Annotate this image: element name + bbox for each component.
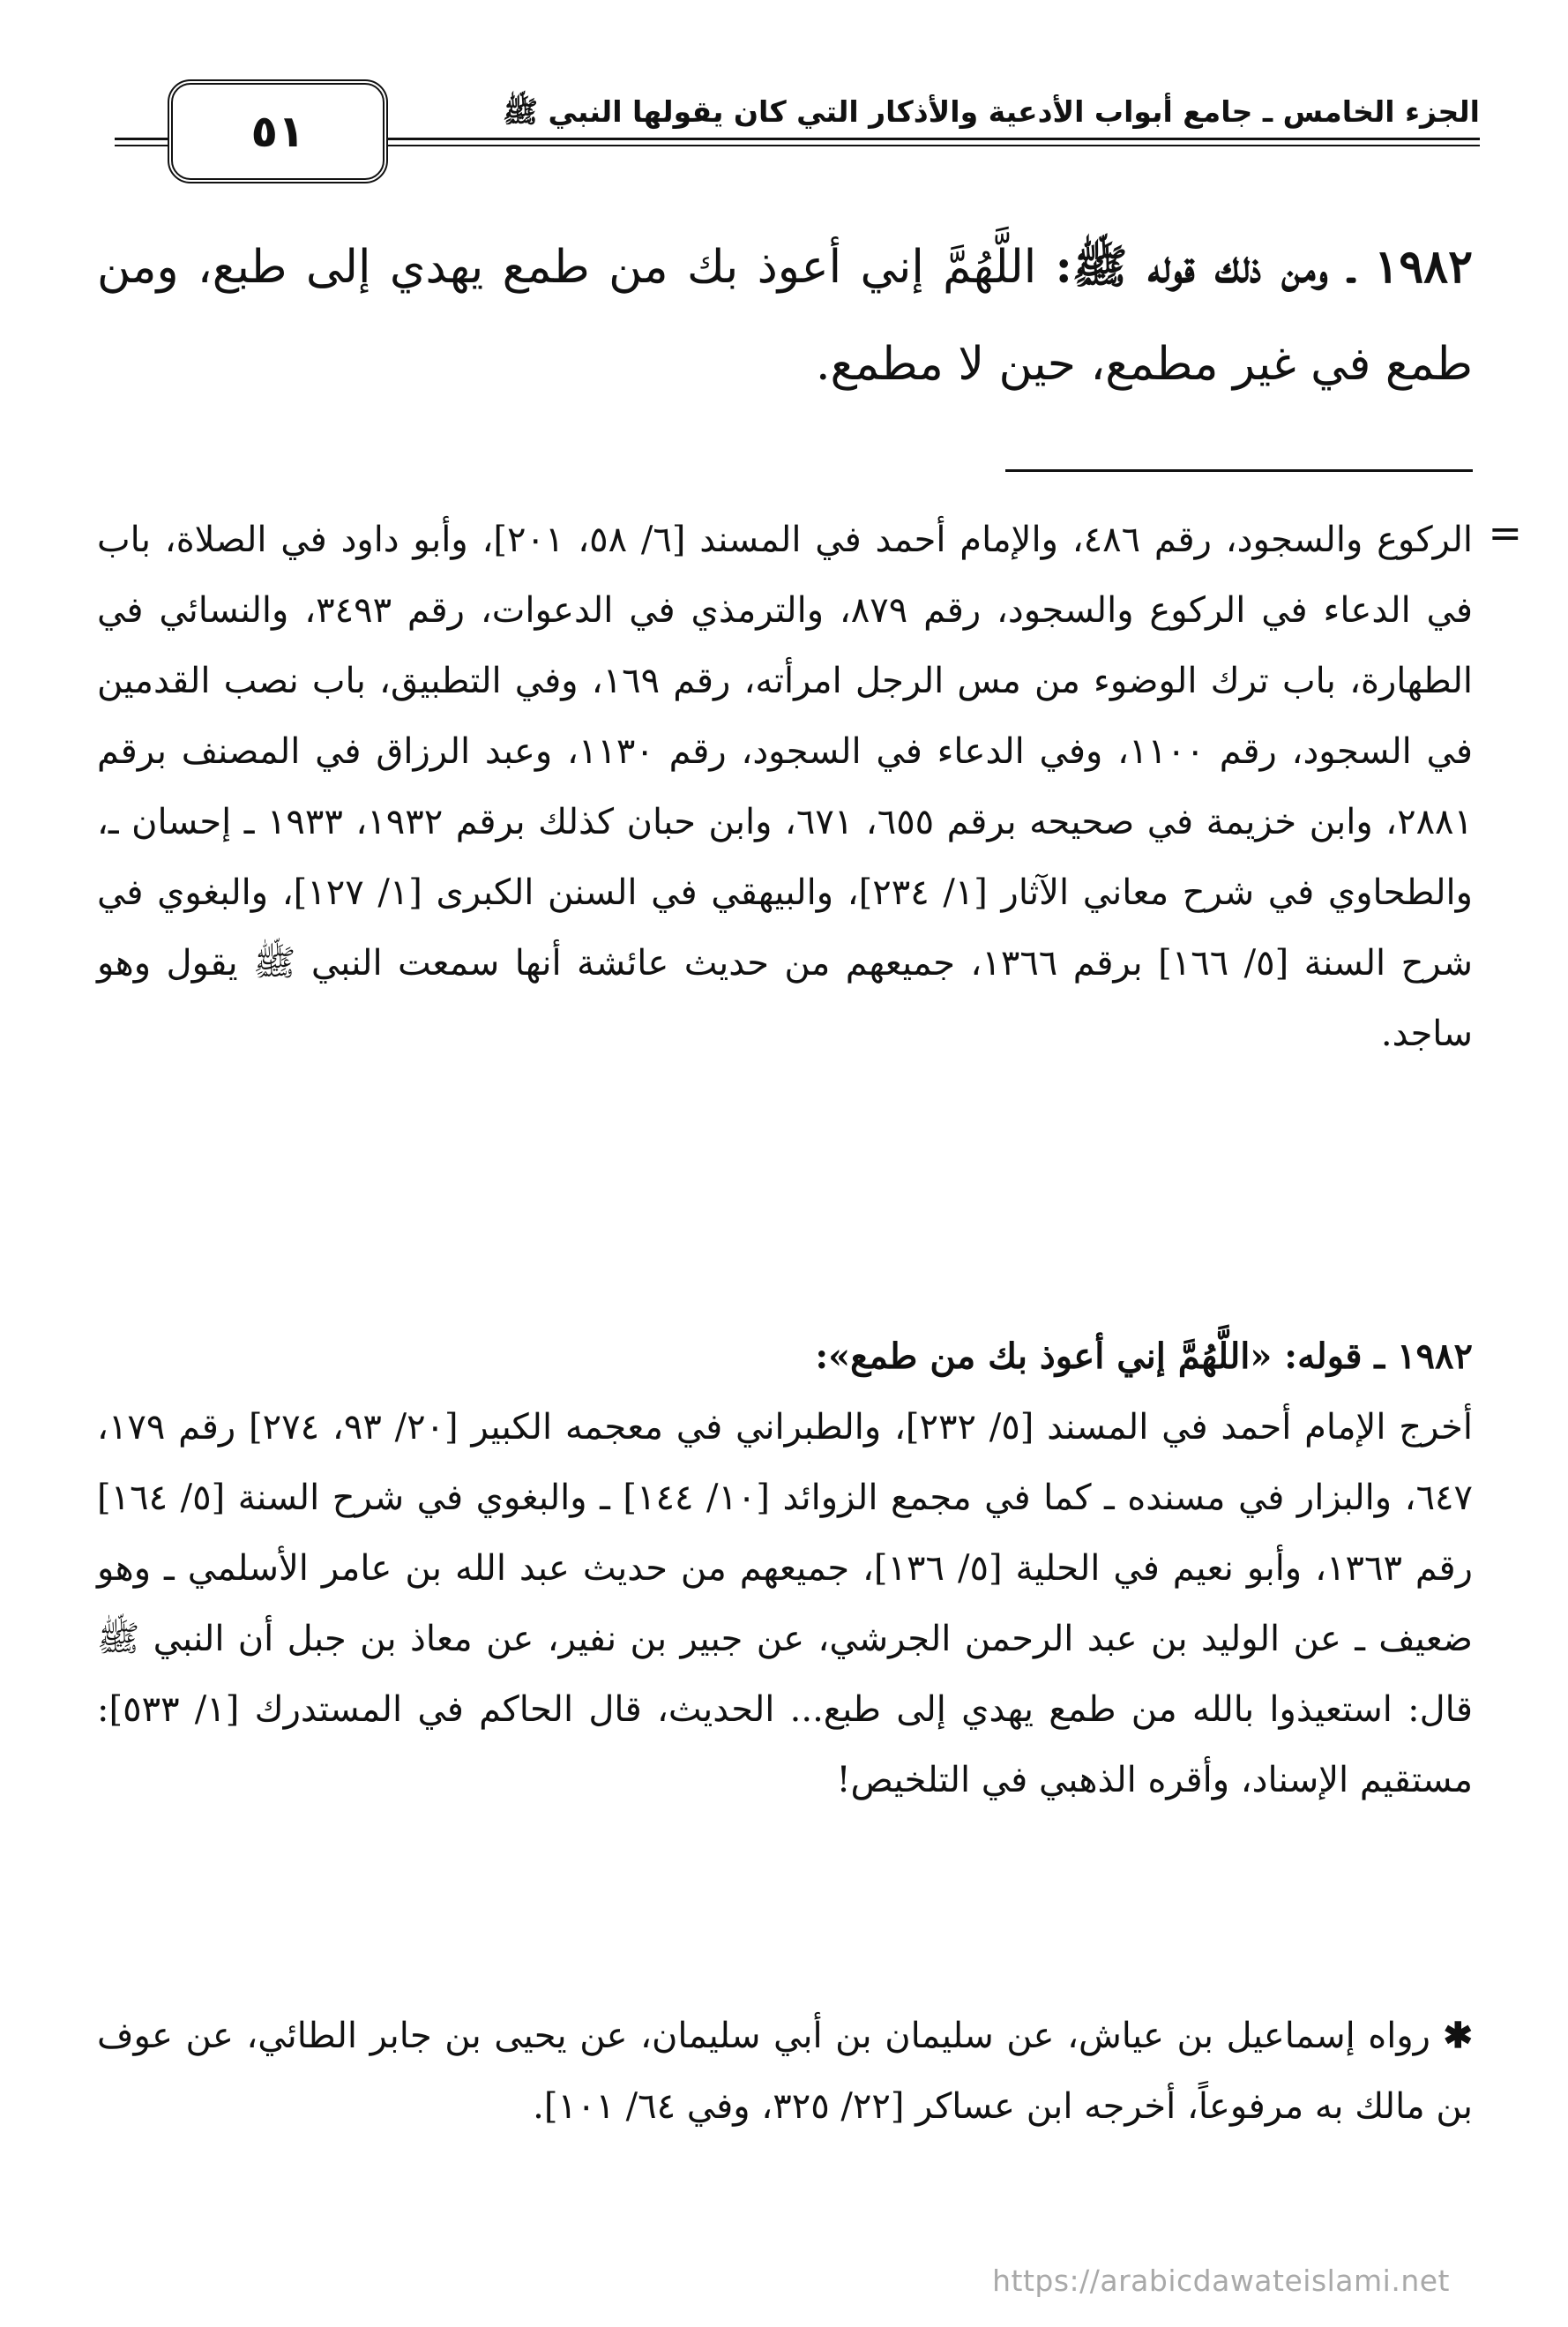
hadith-text — [97, 219, 1473, 413]
footnote-note — [97, 2001, 1473, 2142]
footnote-continued: الركوع والسجود، رقم ٤٨٦، والإمام أحمد في المسند [٦/ ٥٨، ٢٠١]، وأبو داود في الصلاة، باب في الدعاء في الركوع والسجود، رقم ٨٧٩، والترمذي في الدعوات، رقم ٣٤٩٣، والنسائي في الطهارة، باب ترك الوضوء من مس الرجل امرأته، رقم ١٦٩، وفي التطبيق، باب نصب القدمين في السجود، رقم ١١٠٠، وفي الدعاء في السجود، رقم ١١٣٠، وعبد الرزاق في المصنف برقم ٢٨٨١، وابن خزيمة في صحيحه برقم ٦٥٥، ٦٧١، وابن حبان كذلك برقم ١٩٣٢، ١٩٣٣ ـ إحسان ـ، والطحاوي في شرح معاني الآثار [١/ ٢٣٤]، والبيهقي في السنن الكبرى [١/ ١٢٧]، والبغوي في شرح السنة [٥/ ١٦٦] برقم ١٣٦٦، جميعهم من حديث عائشة أنها سمعت النبي ﷺ يقول وهو ساجد. — [97, 520, 1474, 1054]
footnote-heading: ١٩٨٢ ـ قوله: «اللَّهُمَّ إني أعوذ بك من طمع»: — [815, 1336, 1473, 1377]
page-number-frame — [168, 79, 388, 183]
continuation-mark: = — [1488, 509, 1522, 557]
footnote-note-text: رواه إسماعيل بن عياش، عن سليمان بن أبي سليمان، عن يحيى بن جابر الطائي، عن عوف بن مالك به مرفوعاً، أخرجه ابن عساكر [٢٢/ ٣٢٥، وفي ٦٤/ ١٠١]. — [97, 2016, 1473, 2127]
hadith-body: اللَّهُمَّ إني أعوذ بك من طمع يهدي إلى طبع، ومن طمع في غير مطمع، حين لا مطمع. — [97, 241, 1473, 391]
hadith-lead: ١٩٨٢ ـ ومن ذلك قوله ﷺ: — [1055, 240, 1473, 294]
footnote-body: أخرج الإمام أحمد في المسند [٥/ ٢٣٢]، والطبراني في معجمه الكبير [٢٠/ ٩٣، ٢٧٤] رقم ١٧٩، ٦٤٧، والبزار في مسنده ـ كما في مجمع الزوائد [١٠/ ١٤٤] ـ والبغوي في شرح السنة [٥/ ١٦٤] رقم ١٣٦٣، وأبو نعيم في الحلية [٥/ ١٣٦]، جميعهم من حديث عبد الله بن عامر الأسلمي ـ وهو ضعيف ـ عن الوليد بن عبد الرحمن الجرشي، عن جبير بن نفير، عن معاذ بن جبل أن النبي ﷺ قال: استعيذوا بالله من طمع يهدي إلى طبع... الحديث، قال الحاكم في المستدرك [١/ ٥٣٣]: مستقيم الإسناد، وأقره الذهبي في التلخيص! — [97, 1407, 1474, 1800]
page-number: ٥١ — [250, 106, 305, 157]
footnote-separator — [1005, 469, 1473, 472]
running-title: الجزء الخامس ـ جامع أبواب الأدعية والأذكار التي كان يقولها النبي ﷺ — [503, 94, 1480, 129]
watermark-url: https://arabicdawateislami.net — [992, 2263, 1450, 2298]
asterisk-icon: ✱ — [1443, 2015, 1474, 2056]
